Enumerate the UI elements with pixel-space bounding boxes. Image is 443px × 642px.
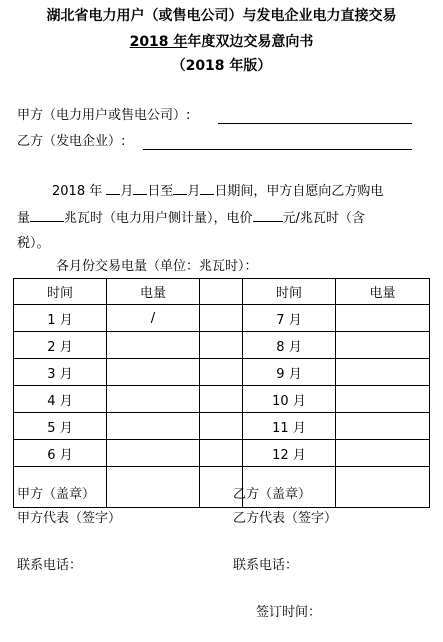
header-time-left: 时间	[14, 279, 107, 305]
volume-right-cell[interactable]	[336, 359, 430, 386]
start-month-blank[interactable]	[106, 180, 120, 195]
volume-right-cell[interactable]	[336, 413, 430, 440]
party-a-fill-line[interactable]	[218, 123, 412, 124]
party-b-phone-label: 联系电话：	[233, 558, 299, 573]
month-left-cell: 6 月	[14, 440, 107, 467]
table-row	[14, 359, 430, 386]
subtitle-year: 2018 年	[129, 34, 188, 50]
party-a-label: 甲方（电力用户或售电公司）:	[17, 108, 191, 123]
month-left-cell: 5 月	[14, 413, 107, 440]
monthly-volume-table	[13, 278, 430, 508]
table-caption: 各月份交易电量（单位：兆瓦时）：	[56, 259, 258, 274]
volume-left-cell[interactable]	[107, 332, 200, 359]
party-b-label: 乙方（发电企业）:	[17, 134, 126, 149]
document-title: 湖北省电力用户（或售电公司）与发电企业电力直接交易	[46, 8, 397, 24]
quantity-unit-text: 兆瓦时（电力用户侧计量），电价	[64, 211, 253, 226]
month-left-cell: 4 月	[14, 386, 107, 413]
start-day-blank[interactable]	[133, 180, 147, 195]
month-right-cell: 7 月	[243, 305, 336, 332]
gap-cell	[200, 413, 243, 440]
table-row	[14, 413, 430, 440]
table-row	[14, 305, 430, 332]
price-unit-text: 元/兆瓦时（含	[282, 211, 365, 226]
month-right-cell: 10 月	[243, 386, 336, 413]
header-gap	[200, 279, 243, 305]
volume-right-cell[interactable]	[336, 386, 430, 413]
party-b-seal: 乙方（盖章）	[233, 487, 312, 502]
volume-left-cell[interactable]	[107, 386, 200, 413]
gap-cell	[200, 305, 243, 332]
gap-cell	[200, 359, 243, 386]
volume-left-cell[interactable]: /	[107, 305, 200, 332]
document-edition: （2018 年版）	[171, 58, 272, 74]
month-right-cell: 8 月	[243, 332, 336, 359]
month-label-2: 月	[187, 184, 201, 199]
agreement-line-3: 税）。	[17, 236, 50, 251]
signing-time-label: 签订时间：	[256, 605, 322, 620]
table-row	[14, 332, 430, 359]
party-a-phone-label: 联系电话：	[17, 558, 83, 573]
month-right-cell: 11 月	[243, 413, 336, 440]
quantity-blank[interactable]	[30, 207, 64, 222]
gap-cell	[200, 332, 243, 359]
table-row	[14, 386, 430, 413]
table-header-row	[14, 279, 430, 305]
blank-cell	[107, 467, 200, 508]
header-volume-left: 电量	[107, 279, 200, 305]
quantity-label: 量	[17, 211, 31, 226]
period-year: 2018 年	[52, 184, 103, 199]
party-a-representative: 甲方代表（签字）	[17, 511, 122, 526]
month-right-cell: 9 月	[243, 359, 336, 386]
month-left-cell: 3 月	[14, 359, 107, 386]
volume-right-cell[interactable]	[336, 440, 430, 467]
end-day-blank[interactable]	[200, 180, 214, 195]
volume-left-cell[interactable]	[107, 359, 200, 386]
month-left-cell: 1 月	[14, 305, 107, 332]
agreement-line-1	[52, 178, 383, 205]
gap-cell	[200, 440, 243, 467]
month-right-cell: 12 月	[243, 440, 336, 467]
month-left-cell: 2 月	[14, 332, 107, 359]
gap-cell	[200, 386, 243, 413]
blank-cell	[336, 467, 430, 508]
party-a-seal: 甲方（盖章）	[17, 487, 96, 502]
month-label: 月	[120, 184, 134, 199]
header-time-right: 时间	[243, 279, 336, 305]
agreement-line-2	[17, 205, 365, 232]
volume-left-cell[interactable]	[107, 413, 200, 440]
volume-right-cell[interactable]	[336, 332, 430, 359]
document-subtitle	[0, 33, 443, 51]
subtitle-rest: 年度双边交易意向书	[187, 34, 314, 50]
party-b-fill-line[interactable]	[143, 149, 412, 150]
volume-left-cell[interactable]	[107, 440, 200, 467]
table-row	[14, 440, 430, 467]
period-end-text: 日期间，甲方自愿向乙方购电	[214, 184, 384, 199]
header-volume-right: 电量	[336, 279, 430, 305]
volume-right-cell[interactable]	[336, 305, 430, 332]
price-blank[interactable]	[253, 207, 283, 222]
end-month-blank[interactable]	[173, 180, 187, 195]
day-to-label: 日至	[147, 184, 174, 199]
party-b-representative: 乙方代表（签字）	[233, 511, 338, 526]
